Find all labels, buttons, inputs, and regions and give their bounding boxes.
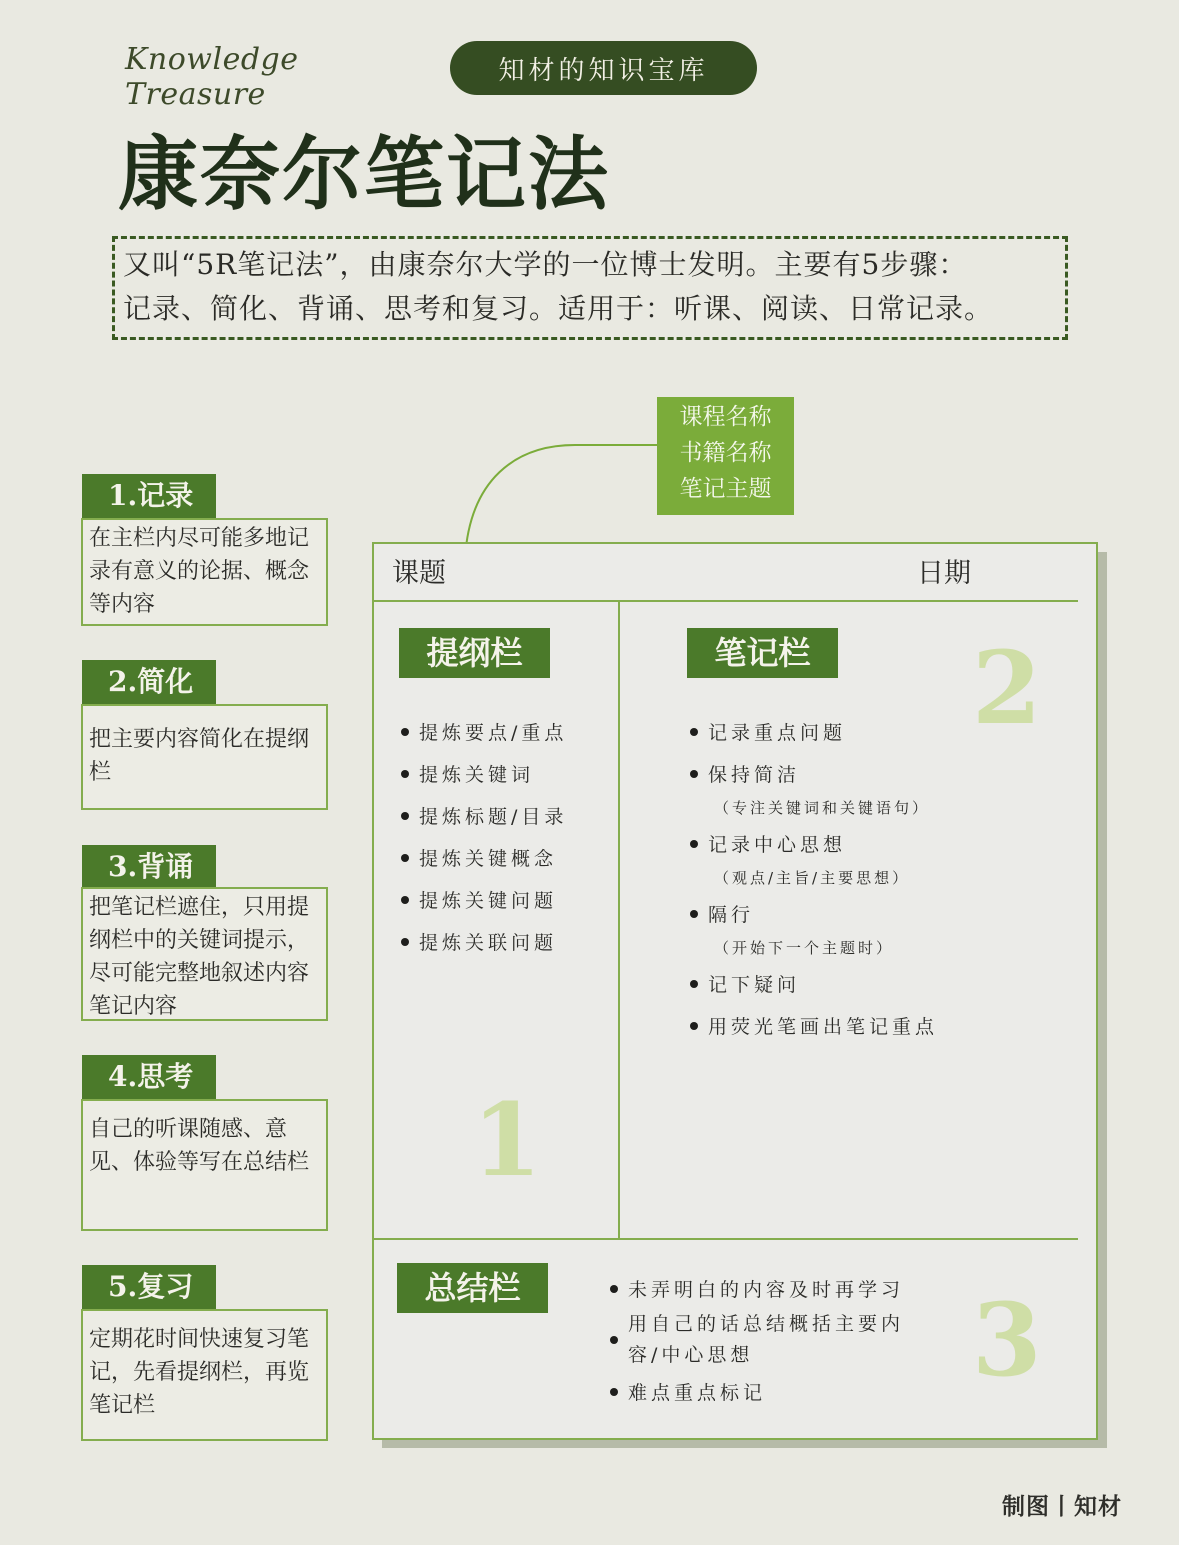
page-title: 康奈尔笔记法 <box>118 128 610 221</box>
summary-tag: 总结栏 <box>397 1263 548 1313</box>
list-item: 记录中心思想 <box>690 830 990 857</box>
list-item: 提炼关联问题 <box>401 928 611 955</box>
step-5-tag: 5.复习 <box>82 1265 216 1309</box>
step-3-body: 把笔记栏遮住，只用提纲栏中的关键词提示，尽可能完整地叙述内容笔记内容 <box>81 887 328 1021</box>
header-divider <box>374 600 1078 602</box>
topic-line-1: 课程名称 <box>679 404 772 430</box>
credit: 制图丨知材 <box>1002 1494 1122 1520</box>
notes-tag: 笔记栏 <box>687 628 838 678</box>
step-3-tag: 3.背诵 <box>82 845 216 889</box>
list-item: 用荧光笔画出笔记重点 <box>690 1012 990 1039</box>
list-item: 未弄明白的内容及时再学习 <box>610 1275 930 1302</box>
brand-english: Knowledge Treasure <box>125 42 299 112</box>
summary-list <box>610 1275 930 1405</box>
list-item: 记下疑问 <box>690 970 990 997</box>
summary-number: 3 <box>972 1281 1042 1399</box>
list-item: 提炼关键问题 <box>401 886 611 913</box>
list-item: 用自己的话总结概括主要内容/中心思想 <box>610 1309 930 1371</box>
topic-line-2: 书籍名称 <box>679 440 772 466</box>
step-1-body: 在主栏内尽可能多地记录有意义的论据、概念等内容 <box>81 518 328 626</box>
intro-line-1: 又叫“5R笔记法”，由康奈尔大学的一位博士发明。主要有5步骤： <box>123 248 968 281</box>
summary-divider <box>374 1238 1078 1240</box>
brand-pill: 知材的知识宝库 <box>450 41 757 95</box>
list-item-note: （观点/主旨/主要思想） <box>714 869 911 887</box>
list-item: 提炼要点/重点 <box>401 718 611 745</box>
notes-list <box>690 718 990 1039</box>
list-item: 保持简洁 <box>690 760 990 787</box>
list-item: 记录重点问题 <box>690 718 990 745</box>
outline-list <box>401 718 611 955</box>
intro-line-2: 记录、简化、背诵、思考和复习。适用于：听课、阅读、日常记录。 <box>123 292 994 325</box>
list-item: 隔行 <box>690 900 990 927</box>
intro-box <box>112 236 1068 340</box>
topic-callout <box>657 397 794 515</box>
outline-number: 1 <box>472 1081 542 1199</box>
topic-label: 课题 <box>392 558 446 589</box>
step-1-tag: 1.记录 <box>82 474 216 518</box>
topic-line-3: 笔记主题 <box>679 476 772 502</box>
step-4-body: 自己的听课随感、意见、体验等写在总结栏 <box>81 1099 328 1231</box>
date-label: 日期 <box>917 558 971 589</box>
outline-tag: 提纲栏 <box>399 628 550 678</box>
step-4-tag: 4.思考 <box>82 1055 216 1099</box>
notes-number: 2 <box>972 629 1042 747</box>
list-item: 提炼标题/目录 <box>401 802 611 829</box>
step-5-body: 定期花时间快速复习笔记，先看提纲栏，再览笔记栏 <box>81 1309 328 1441</box>
list-item: 提炼关键词 <box>401 760 611 787</box>
step-2-body: 把主要内容简化在提纲栏 <box>81 704 328 810</box>
list-item-note: （专注关键词和关键语句） <box>714 799 931 817</box>
list-item-note: （开始下一个主题时） <box>714 939 895 957</box>
column-divider <box>618 601 620 1239</box>
list-item: 提炼关键概念 <box>401 844 611 871</box>
step-2-tag: 2.简化 <box>82 660 216 704</box>
list-item: 难点重点标记 <box>610 1378 930 1405</box>
